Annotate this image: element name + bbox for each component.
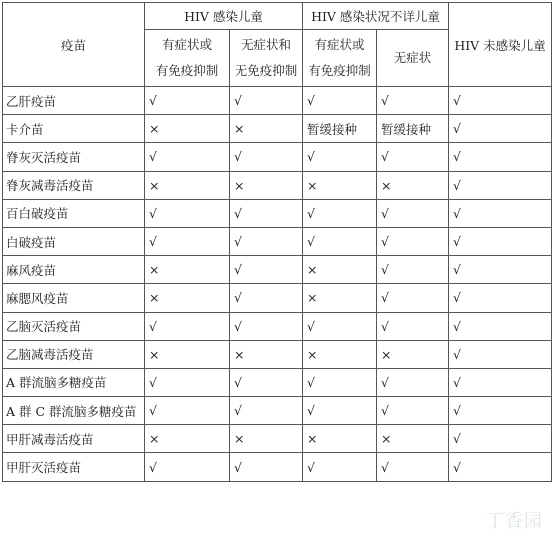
table-row <box>3 171 552 199</box>
recommendation-cell: √ <box>377 284 449 312</box>
recommendation-cell: √ <box>145 312 230 340</box>
vaccine-name: 脊灰减毒活疫苗 <box>3 171 145 199</box>
recommendation-cell: √ <box>377 227 449 255</box>
recommendation-cell: √ <box>377 143 449 171</box>
recommendation-cell: √ <box>303 453 377 481</box>
subheader-symptomatic-infected <box>145 30 230 87</box>
recommendation-cell: × <box>303 340 377 368</box>
recommendation-cell: √ <box>377 397 449 425</box>
subheader-line: 无免疫抑制 <box>234 63 298 78</box>
subheader-line: 无症状和 <box>240 37 291 52</box>
vaccine-column-header: 疫苗 <box>3 3 145 87</box>
recommendation-cell: √ <box>449 453 552 481</box>
hiv-infected-group-header: HIV 感染儿童 <box>145 3 303 30</box>
vaccine-name: 卡介苗 <box>3 115 145 143</box>
recommendation-cell: √ <box>145 87 230 115</box>
vaccine-name: 白破疫苗 <box>3 227 145 255</box>
recommendation-cell: × <box>303 171 377 199</box>
table-row <box>3 368 552 396</box>
recommendation-cell: × <box>230 171 303 199</box>
recommendation-cell: √ <box>449 312 552 340</box>
recommendation-cell: √ <box>303 199 377 227</box>
recommendation-cell: √ <box>449 425 552 453</box>
recommendation-cell: × <box>145 425 230 453</box>
recommendation-cell: √ <box>377 256 449 284</box>
recommendation-cell: × <box>303 425 377 453</box>
recommendation-cell: √ <box>230 256 303 284</box>
recommendation-cell: √ <box>303 227 377 255</box>
vaccine-name: 百白破疫苗 <box>3 199 145 227</box>
recommendation-cell: √ <box>230 199 303 227</box>
table-row <box>3 199 552 227</box>
recommendation-cell: √ <box>230 284 303 312</box>
recommendation-cell: √ <box>377 87 449 115</box>
vaccine-name: 甲肝灭活疫苗 <box>3 453 145 481</box>
table-row <box>3 397 552 425</box>
vaccine-name: 麻腮风疫苗 <box>3 284 145 312</box>
recommendation-cell: √ <box>230 453 303 481</box>
recommendation-cell: √ <box>303 368 377 396</box>
recommendation-cell: √ <box>377 312 449 340</box>
subheader-asymptomatic-unknown: 无症状 <box>377 30 449 87</box>
subheader-line: 有免疫抑制 <box>308 63 371 78</box>
recommendation-cell: × <box>230 425 303 453</box>
vaccine-name: 脊灰灭活疫苗 <box>3 143 145 171</box>
vaccine-name: 乙脑减毒活疫苗 <box>3 340 145 368</box>
recommendation-cell: √ <box>145 397 230 425</box>
recommendation-cell: 暂缓接种 <box>303 115 377 143</box>
recommendation-cell: √ <box>449 115 552 143</box>
subheader-symptomatic-unknown <box>303 30 377 87</box>
recommendation-cell: √ <box>303 312 377 340</box>
recommendation-cell: × <box>230 340 303 368</box>
recommendation-cell: × <box>145 284 230 312</box>
table-row <box>3 312 552 340</box>
subheader-line: 有症状或 <box>161 37 212 52</box>
recommendation-cell: √ <box>377 199 449 227</box>
recommendation-cell: √ <box>449 143 552 171</box>
recommendation-cell: √ <box>230 312 303 340</box>
vaccine-name: A 群 C 群流脑多糖疫苗 <box>3 397 145 425</box>
recommendation-cell: × <box>377 425 449 453</box>
recommendation-cell: √ <box>230 87 303 115</box>
recommendation-cell: √ <box>449 256 552 284</box>
vaccine-name: 麻风疫苗 <box>3 256 145 284</box>
recommendation-cell: √ <box>449 87 552 115</box>
vaccine-name: 乙脑灭活疫苗 <box>3 312 145 340</box>
recommendation-cell: 暂缓接种 <box>377 115 449 143</box>
table-row <box>3 143 552 171</box>
table-row <box>3 115 552 143</box>
recommendation-cell: × <box>145 115 230 143</box>
recommendation-cell: √ <box>145 453 230 481</box>
recommendation-cell: × <box>377 340 449 368</box>
table-row <box>3 256 552 284</box>
recommendation-cell: √ <box>449 199 552 227</box>
vaccination-table <box>2 2 552 482</box>
recommendation-cell: √ <box>303 397 377 425</box>
table-row <box>3 284 552 312</box>
recommendation-cell: √ <box>230 397 303 425</box>
recommendation-cell: √ <box>145 143 230 171</box>
recommendation-cell: √ <box>449 368 552 396</box>
vaccine-name: A 群流脑多糖疫苗 <box>3 368 145 396</box>
recommendation-cell: √ <box>377 453 449 481</box>
recommendation-cell: √ <box>230 227 303 255</box>
recommendation-cell: × <box>377 171 449 199</box>
table-body <box>3 87 552 482</box>
vaccine-name: 甲肝减毒活疫苗 <box>3 425 145 453</box>
recommendation-cell: √ <box>303 87 377 115</box>
recommendation-cell: × <box>303 256 377 284</box>
table-row <box>3 340 552 368</box>
subheader-asymptomatic-infected <box>230 30 303 87</box>
recommendation-cell: √ <box>377 368 449 396</box>
recommendation-cell: √ <box>145 199 230 227</box>
recommendation-cell: × <box>145 340 230 368</box>
recommendation-cell: √ <box>449 227 552 255</box>
table-row <box>3 227 552 255</box>
watermark-logo: 丁香园 <box>486 511 543 532</box>
vaccine-name: 乙肝疫苗 <box>3 87 145 115</box>
subheader-line: 有免疫抑制 <box>155 63 219 78</box>
hiv-unknown-group-header: HIV 感染状况不详儿童 <box>303 3 449 30</box>
recommendation-cell: √ <box>449 171 552 199</box>
recommendation-cell: √ <box>449 397 552 425</box>
recommendation-cell: √ <box>303 143 377 171</box>
recommendation-cell: × <box>303 284 377 312</box>
recommendation-cell: √ <box>449 284 552 312</box>
subheader-line: 有症状或 <box>314 37 365 52</box>
recommendation-cell: √ <box>449 340 552 368</box>
table-row <box>3 87 552 115</box>
recommendation-cell: √ <box>145 227 230 255</box>
recommendation-cell: √ <box>230 368 303 396</box>
recommendation-cell: × <box>145 256 230 284</box>
recommendation-cell: √ <box>230 143 303 171</box>
table-row <box>3 453 552 481</box>
recommendation-cell: √ <box>145 368 230 396</box>
recommendation-cell: × <box>145 171 230 199</box>
recommendation-cell: × <box>230 115 303 143</box>
table-row <box>3 425 552 453</box>
hiv-uninfected-header: HIV 未感染儿童 <box>449 3 552 87</box>
